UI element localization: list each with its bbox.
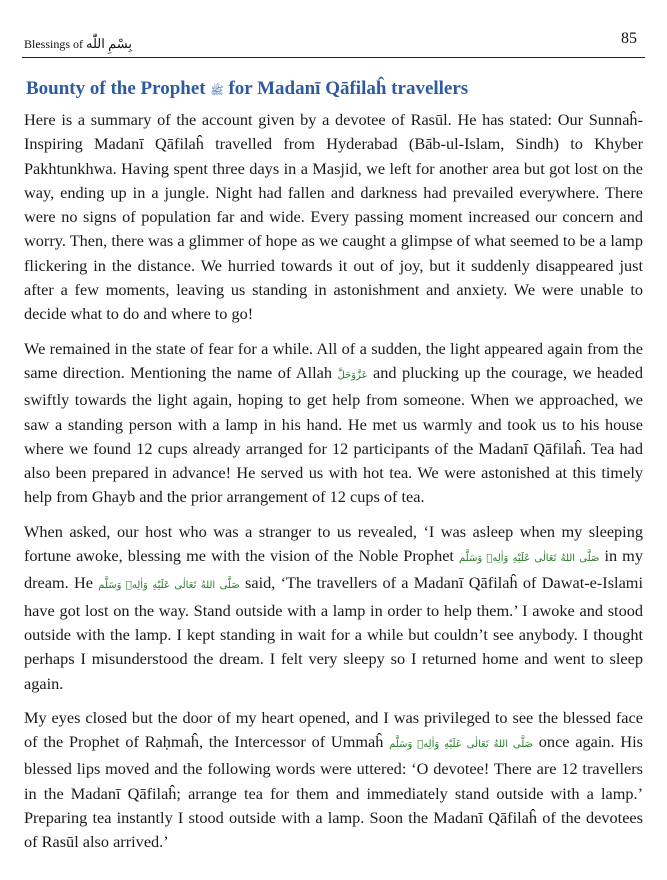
page-number: 85 (621, 30, 637, 47)
paragraph-3-text-b: in my dream. He (24, 546, 643, 593)
section-heading (26, 78, 647, 100)
prophet-honorific-1: صَلَّى اللهُ تَعَالٰى عَلَيْهِ وَاٰلِهٖ وَسَلَّم (459, 553, 600, 565)
allah-honorific: عَزَّوَجَلَّ (337, 369, 368, 381)
paragraph-4 (24, 706, 643, 855)
paragraph-4-text-b: once again. His blessed lips moved and the following words were uttered: ‘O devotee! There are 12 travellers in the Madanī Qāfilaĥ; arrange tea for them and immediately stand outside with a lamp.’ Preparing tea instantly I stood outside with a lamp. Soon the Madanī Qāfilaĥ of the devotees of Rasūl also arrived.’ (24, 732, 643, 852)
heading-part-2: for Madanī Qāfilaĥ travellers (228, 78, 469, 99)
running-head (24, 36, 132, 52)
paragraph-2-text-a: We remained in the state of fear for a while. All of a sudden, the light appeared again from the same direction. Mentioning the name of Allah (24, 338, 643, 382)
heading-honorific: ﷺ (210, 85, 224, 97)
paragraph-1: Here is a summary of the account given by a devotee of Rasūl. He has stated: Our Sunnaĥ-Inspiring Madanī Qāfilaĥ travelled from Hyderabad (Bāb-ul-Islam, Sindh) to Khyber Pakhtunkhwa. Having spent three days in a Masjid, we left for another area but got lost on the way, ending up in a jungle. Night had fallen and darkness had prevailed everywhere. There were no signs of population far and wide. Every passing moment increased our concern and worry. Then, there was a glimmer of hope as we caught a glimpse of what seemed to be a lamp flickering in the distance. We hurried towards it out of joy, but it suddenly disappeared just after a few moments, leaving us standing in astonishment and anxiety. We were unable to decide what to do and where to go! (24, 110, 643, 324)
heading-part-1: Bounty of the Prophet (26, 78, 206, 99)
bismillah-calligraphy: بِسْمِ اللّٰه (86, 36, 132, 51)
paragraph-2-text-b: and plucking up the courage, we headed swiftly towards the light again, hoping to get help from someone. When we approached, we saw a standing person with a lamp in his hand. He met us warmly and took us to his house where we found 12 cups already arranged for 12 participants of the Madanī Qāfilaĥ. Tea had also been prepared in advance! He served us with hot tea. We were astonished at this timely help from Ghayb and the prior arrangement of 12 cups of tea. (24, 362, 643, 507)
paragraph-3-text-c: said, ‘The travellers of a Madanī Qāfilaĥ of Dawat-e-Islami have got lost on the way. Stand outside with a lamp in order to help them.’ I awoke and stood outside with the lamp. I kept standing in wait for a while but couldn’t see anybody. I thought perhaps I misunderstood the dream. I felt very sleepy so I returned home and went to sleep again. (24, 573, 643, 693)
paragraph-3 (24, 520, 643, 696)
prophet-honorific-3: صَلَّى اللهُ تَعَالٰى عَلَيْهِ وَاٰلِهٖ وَسَلَّم (389, 739, 534, 751)
paragraph-3-text-a: When asked, our host who was a stranger to us revealed, ‘I was asleep when my sleeping fortune awoke, blessing me with the vision of the Noble Prophet (24, 521, 643, 566)
prophet-honorific-2: صَلَّى اللهُ تَعَالٰى عَلَيْهِ وَاٰلِهٖ وَسَلَّم (98, 580, 240, 592)
paragraph-4-text-a: My eyes closed but the door of my heart opened, and I was privileged to see the blessed face of the Prophet of Raḥmaĥ, the Intercessor of Ummaĥ (24, 707, 643, 752)
running-head-title: Blessings of (24, 37, 84, 51)
paragraph-2 (24, 337, 643, 510)
body-text (24, 108, 643, 865)
header-rule (22, 57, 645, 58)
